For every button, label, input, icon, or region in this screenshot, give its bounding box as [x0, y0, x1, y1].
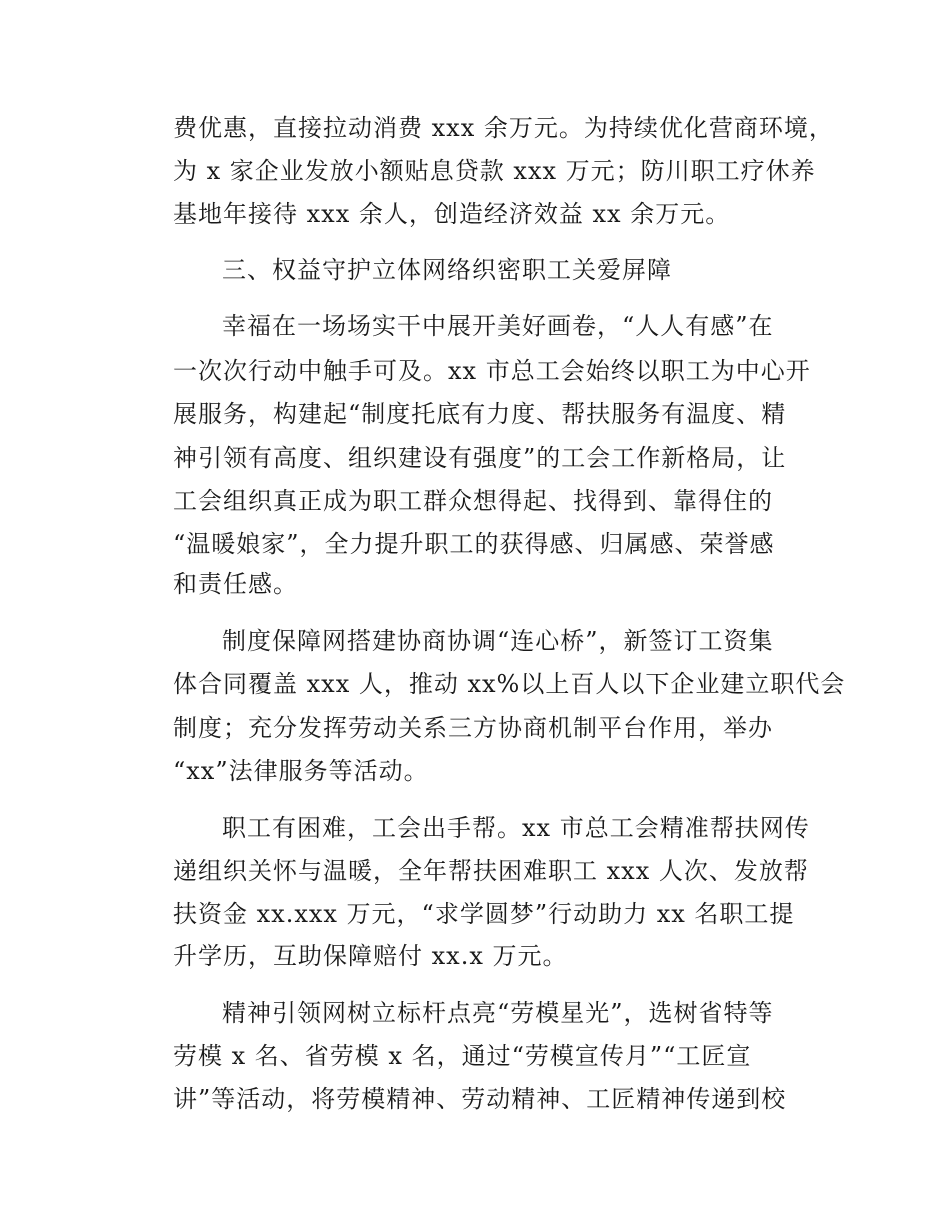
text-line: 精神引领网树立标杆点亮“劳模星光”，选树省特等 [222, 999, 774, 1027]
text-line: 基地年接待 xxx 余人，创造经济效益 xx 余万元。 [173, 200, 731, 228]
text-line: 费优惠，直接拉动消费 xxx 余万元。为持续优化营商环境， [173, 114, 834, 142]
text-line: 体合同覆盖 xxx 人，推动 xx%以上百人以下企业建立职代会 [173, 670, 846, 698]
section-heading: 三、权益守护立体网络织密职工关爱屏障 [222, 256, 672, 284]
text-line: 一次次行动中触手可及。xx 市总工会始终以职工为中心开 [173, 357, 811, 385]
text-line: 职工有困难，工会出手帮。xx 市总工会精准帮扶网传 [222, 814, 810, 842]
text-line: 工会组织真正成为职工群众想得起、找得到、靠得住的 [173, 487, 773, 515]
text-line: 讲”等活动，将劳模精神、劳动精神、工匠精神传递到校 [173, 1085, 787, 1113]
text-line: 制度保障网搭建协商协调“连心桥”，新签订工资集 [222, 627, 774, 655]
text-line: 幸福在一场场实干中展开美好画卷，“人人有感”在 [222, 312, 774, 340]
text-line: “温暖娘家”，全力提升职工的获得感、归属感、荣誉感 [173, 530, 775, 558]
text-line: 升学历，互助保障赔付 xx.x 万元。 [173, 942, 568, 970]
text-line: 为 x 家企业发放小额贴息贷款 xxx 万元；防川职工疗休养 [173, 157, 816, 185]
text-line: 神引领有高度、组织建设有强度”的工会工作新格局，让 [173, 444, 787, 472]
text-line: 劳模 x 名、省劳模 x 名，通过“劳模宣传月”“工匠宣 [173, 1042, 752, 1070]
text-line: 展服务，构建起“制度托底有力度、帮扶服务有温度、精 [173, 400, 787, 428]
text-line: 制度；充分发挥劳动关系三方协商机制平台作用，举办 [173, 714, 773, 742]
text-line: 和责任感。 [173, 570, 298, 598]
text-line: “xx”法律服务等活动。 [173, 757, 429, 785]
text-line: 递组织关怀与温暖，全年帮扶困难职工 xxx 人次、发放帮 [173, 857, 809, 885]
text-line: 扶资金 xx.xxx 万元，“求学圆梦”行动助力 xx 名职工提 [173, 900, 795, 928]
